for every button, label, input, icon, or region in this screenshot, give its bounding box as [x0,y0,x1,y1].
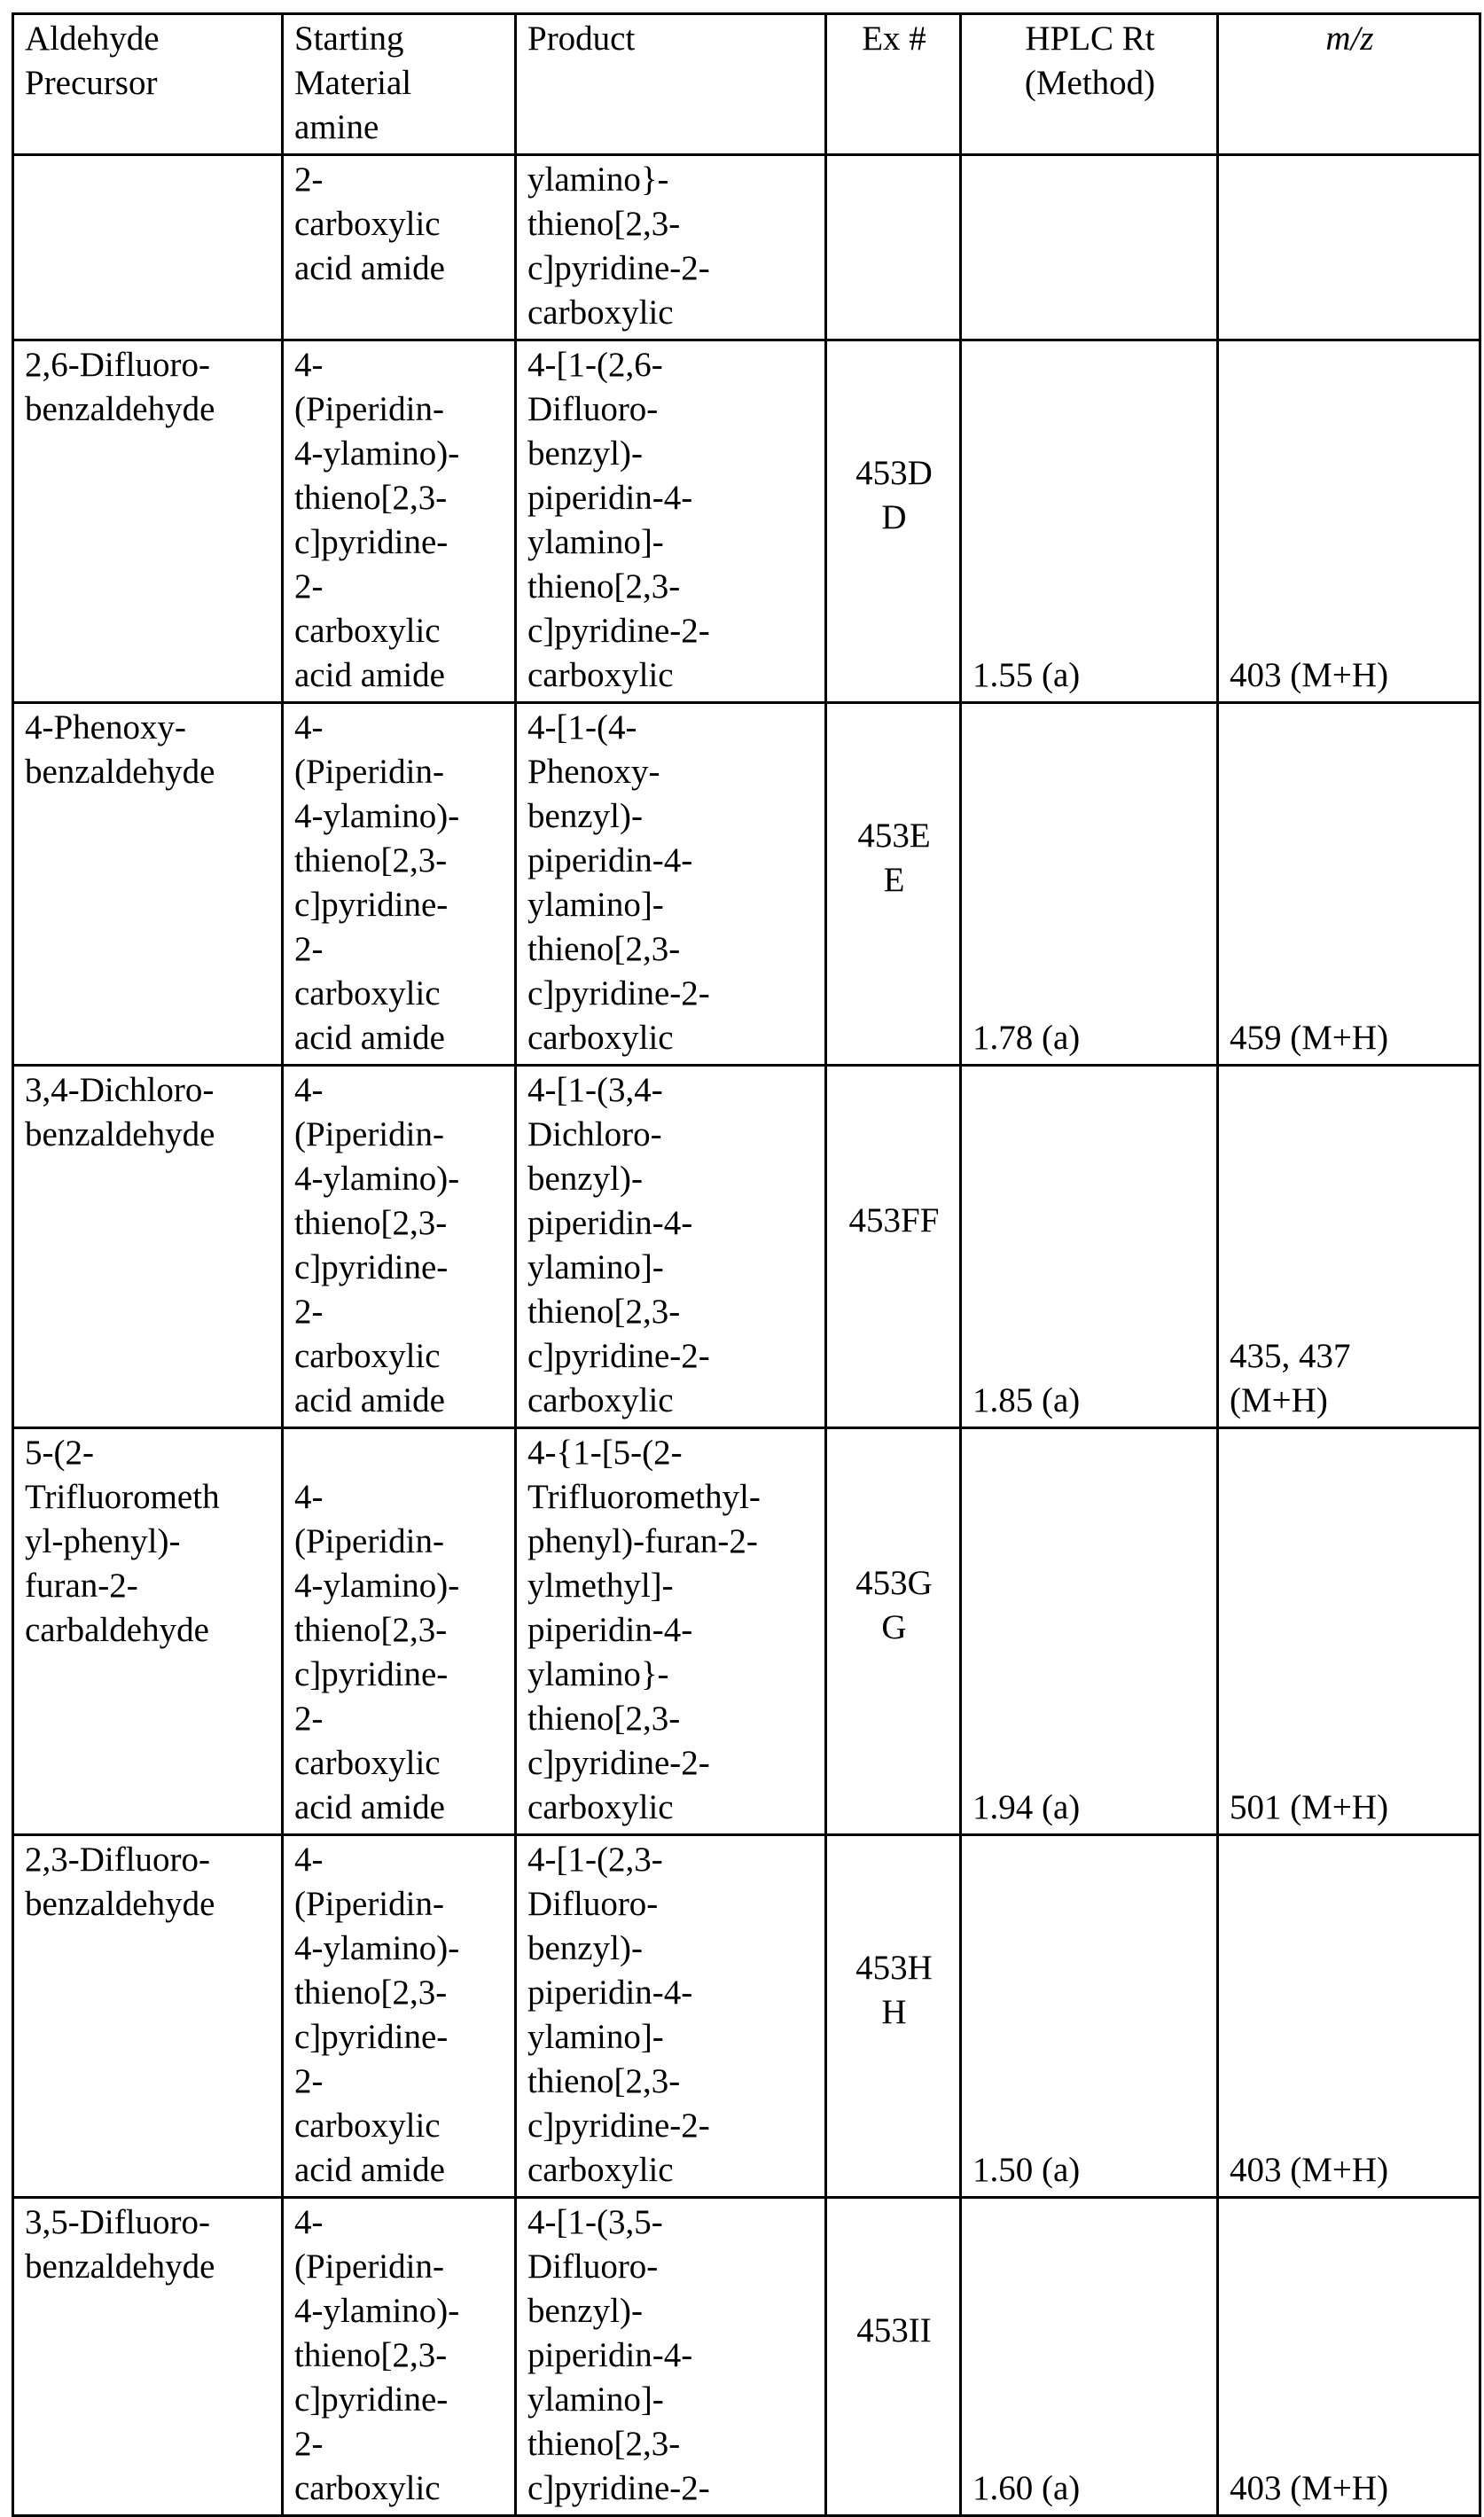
cell-product: 4-[1-(2,3- Difluoro- benzyl)- piperidin-4- ylamino]- thieno[2,3- c]pyridine-2- carboxylic [516,1835,826,2198]
cell-aldehyde: 4-Phenoxy- benzaldehyde [13,703,283,1066]
cell-aldehyde: 5-(2- Trifluorometh yl-phenyl)- furan-2- carbaldehyde [13,1428,283,1835]
cell-amine: 4- (Piperidin- 4-ylamino)- thieno[2,3- c]pyridine- 2- carboxylic acid amide [283,703,516,1066]
cell-mz: 459 (M+H) [1218,703,1480,1066]
cell-amine: 4- (Piperidin- 4-ylamino)- thieno[2,3- c]pyridine- 2- carboxylic acid amide [283,340,516,703]
cell-hplc: 1.50 (a) [961,1835,1218,2198]
cell-hplc: 1.85 (a) [961,1066,1218,1428]
table-row [13,155,1480,340]
cell-product: 4-[1-(3,4- Dichloro- benzyl)- piperidin-4- ylamino]- thieno[2,3- c]pyridine-2- carboxylic [516,1066,826,1428]
cell-aldehyde: 2,6-Difluoro- benzaldehyde [13,340,283,703]
header-product: Product [516,14,826,155]
header-mz: m/z [1218,14,1480,155]
cell-ex: 453D D [826,340,961,703]
cell-mz: 403 (M+H) [1218,340,1480,703]
table-row [13,1428,1480,1835]
cell-ex: 453H H [826,1835,961,2198]
cell-mz: 501 (M+H) [1218,1428,1480,1835]
header-hplc: HPLC Rt (Method) [961,14,1218,155]
header-aldehyde: Aldehyde Precursor [13,14,283,155]
cell-aldehyde: 3,5-Difluoro- benzaldehyde [13,2198,283,2516]
table-row [13,1066,1480,1428]
cell-amine: 4- (Piperidin- 4-ylamino)- thieno[2,3- c]pyridine- 2- carboxylic acid amide [283,1428,516,1835]
header-amine: Starting Material amine [283,14,516,155]
cell-amine: 4- (Piperidin- 4-ylamino)- thieno[2,3- c]pyridine- 2- carboxylic acid amide [283,1066,516,1428]
cell-hplc: 1.60 (a) [961,2198,1218,2516]
header-row [13,14,1480,155]
cell-mz: 403 (M+H) [1218,1835,1480,2198]
header-ex: Ex # [826,14,961,155]
table-row [13,340,1480,703]
cell-ex: 453II [826,2198,961,2516]
cell-aldehyde: 3,4-Dichloro- benzaldehyde [13,1066,283,1428]
cell-hplc: 1.94 (a) [961,1428,1218,1835]
cell-product: 4-[1-(2,6- Difluoro- benzyl)- piperidin-4- ylamino]- thieno[2,3- c]pyridine-2- carboxylic [516,340,826,703]
cell-hplc: 1.55 (a) [961,340,1218,703]
compound-table [12,12,1481,2517]
cell-mz: 403 (M+H) [1218,2198,1480,2516]
cell-aldehyde [13,155,283,340]
table-row [13,1835,1480,2198]
cell-product: 4-[1-(3,5- Difluoro- benzyl)- piperidin-4- ylamino]- thieno[2,3- c]pyridine-2- [516,2198,826,2516]
cell-amine: 4- (Piperidin- 4-ylamino)- thieno[2,3- c]pyridine- 2- carboxylic [283,2198,516,2516]
cell-ex: 453G G [826,1428,961,1835]
cell-product: 4-[1-(4- Phenoxy- benzyl)- piperidin-4- ylamino]- thieno[2,3- c]pyridine-2- carboxylic [516,703,826,1066]
cell-product: ylamino}- thieno[2,3- c]pyridine-2- carboxylic [516,155,826,340]
cell-ex [826,155,961,340]
table-row [13,703,1480,1066]
cell-mz [1218,155,1480,340]
cell-aldehyde: 2,3-Difluoro- benzaldehyde [13,1835,283,2198]
cell-amine: 2- carboxylic acid amide [283,155,516,340]
table-row [13,2198,1480,2516]
cell-ex: 453FF [826,1066,961,1428]
cell-hplc [961,155,1218,340]
cell-mz: 435, 437 (M+H) [1218,1066,1480,1428]
cell-product: 4-{1-[5-(2- Trifluoromethyl- phenyl)-furan-2- ylmethyl]- piperidin-4- ylamino}- thieno[2,3- c]pyridine-2- carboxylic [516,1428,826,1835]
cell-ex: 453E E [826,703,961,1066]
cell-amine: 4- (Piperidin- 4-ylamino)- thieno[2,3- c]pyridine- 2- carboxylic acid amide [283,1835,516,2198]
cell-hplc: 1.78 (a) [961,703,1218,1066]
